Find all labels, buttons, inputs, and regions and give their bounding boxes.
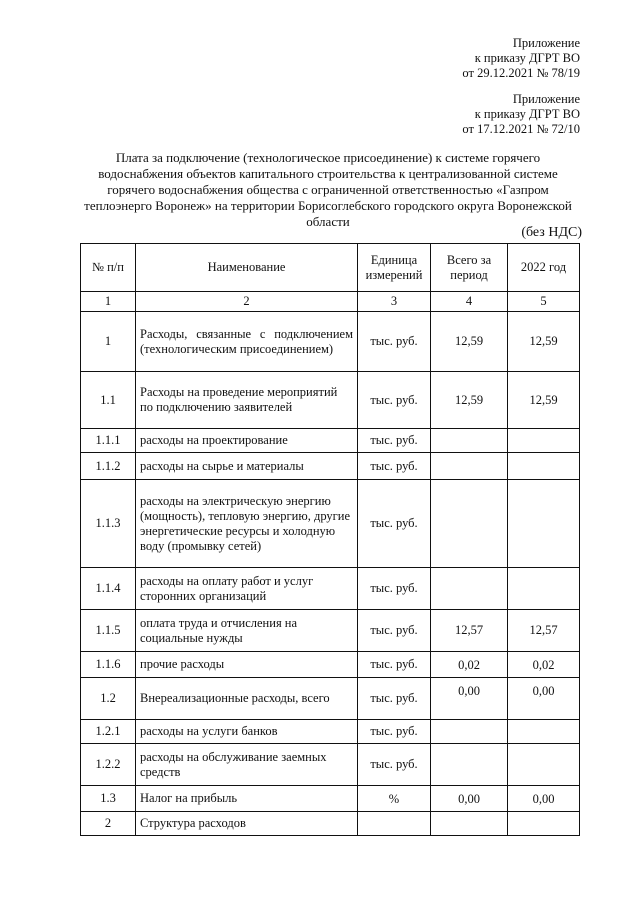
row-num: 1.1 [81,372,136,429]
header-num: № п/п [81,244,136,292]
row-name: расходы на сырье и материалы [136,453,358,480]
row-year [508,480,580,568]
table-row [81,720,580,744]
row-total [431,744,508,786]
appendix-header-2 [462,92,580,137]
row-name: Внереализационные расходы, всего [136,678,358,720]
row-num: 1.3 [81,786,136,812]
row-unit: тыс. руб. [358,372,431,429]
row-total: 0,02 [431,652,508,678]
fee-table [80,243,580,836]
index-cell: 5 [508,292,580,312]
row-total [431,812,508,836]
row-year [508,720,580,744]
row-total: 0,00 [431,678,508,720]
appendix-label: Приложение [512,92,580,106]
row-unit: тыс. руб. [358,568,431,610]
row-num: 1.1.5 [81,610,136,652]
header-unit: Единица измерений [358,244,431,292]
header-year: 2022 год [508,244,580,292]
row-name: Расходы на проведение мероприятий по подключению заявителей [136,372,358,429]
header-total: Всего за период [431,244,508,292]
row-total: 12,57 [431,610,508,652]
row-unit: % [358,786,431,812]
appendix-order-ref: к приказу ДГРТ ВО [474,107,580,121]
row-total: 12,59 [431,372,508,429]
row-num: 1.2.1 [81,720,136,744]
row-total: 0,00 [431,786,508,812]
appendix-label: Приложение [512,36,580,50]
table-row [81,568,580,610]
table-row [81,678,580,720]
table-row [81,372,580,429]
row-year [508,429,580,453]
index-cell: 1 [81,292,136,312]
row-name: расходы на проектирование [136,429,358,453]
appendix-header-1 [462,36,580,81]
table-row [81,480,580,568]
table-row [81,429,580,453]
row-total: 12,59 [431,312,508,372]
row-year [508,568,580,610]
row-year: 12,59 [508,312,580,372]
row-num: 1 [81,312,136,372]
row-unit: тыс. руб. [358,480,431,568]
row-year: 12,59 [508,372,580,429]
row-year [508,812,580,836]
row-year: 0,00 [508,786,580,812]
index-cell: 2 [136,292,358,312]
index-cell: 4 [431,292,508,312]
header-name: Наименование [136,244,358,292]
row-name: расходы на услуги банков [136,720,358,744]
row-name: расходы на обслуживание заемных средств [136,744,358,786]
index-cell: 3 [358,292,431,312]
row-total [431,720,508,744]
row-unit: тыс. руб. [358,720,431,744]
row-name: Расходы, связанные с подключением (технологическим присоединением) [136,312,358,372]
row-total [431,568,508,610]
row-name: Налог на прибыль [136,786,358,812]
table-row [81,744,580,786]
row-year [508,453,580,480]
appendix-order-date: от 29.12.2021 № 78/19 [462,66,580,80]
row-unit: тыс. руб. [358,312,431,372]
row-name: расходы на электрическую энергию (мощность), тепловую энергию, другие энергетические ресурсы и холодную воду (промывку сетей) [136,480,358,568]
row-name: Структура расходов [136,812,358,836]
row-total [431,480,508,568]
row-num: 1.1.2 [81,453,136,480]
table-row [81,312,580,372]
row-num: 1.1.3 [81,480,136,568]
row-total [431,429,508,453]
table-row [81,652,580,678]
appendix-order-ref: к приказу ДГРТ ВО [474,51,580,65]
row-unit: тыс. руб. [358,652,431,678]
row-name: оплата труда и отчисления на социальные нужды [136,610,358,652]
row-unit: тыс. руб. [358,429,431,453]
row-unit [358,812,431,836]
row-num: 1.2.2 [81,744,136,786]
row-year: 0,02 [508,652,580,678]
row-name: прочие расходы [136,652,358,678]
row-unit: тыс. руб. [358,453,431,480]
row-total [431,453,508,480]
row-year [508,744,580,786]
vat-note: (без НДС) [521,225,582,240]
table-index-row [81,292,580,312]
row-year: 12,57 [508,610,580,652]
row-num: 1.2 [81,678,136,720]
row-num: 2 [81,812,136,836]
row-num: 1.1.1 [81,429,136,453]
row-unit: тыс. руб. [358,678,431,720]
row-unit: тыс. руб. [358,610,431,652]
table-row [81,453,580,480]
row-unit: тыс. руб. [358,744,431,786]
row-num: 1.1.4 [81,568,136,610]
table-row [81,786,580,812]
row-num: 1.1.6 [81,652,136,678]
row-year: 0,00 [508,678,580,720]
appendix-order-date: от 17.12.2021 № 72/10 [462,122,580,136]
table-row [81,812,580,836]
table-header-row [81,244,580,292]
row-name: расходы на оплату работ и услуг сторонних организаций [136,568,358,610]
document-title: Плата за подключение (технологическое присоединение) к системе горячего водоснабжения объектов капитального строительства к централизованной системе горячего водоснабжения общества с ограниченной ответственностью «Газпром теплоэнерго Воронеж» на территории Борисоглебского городского округа Воронежской области [84,150,572,229]
table-row [81,610,580,652]
